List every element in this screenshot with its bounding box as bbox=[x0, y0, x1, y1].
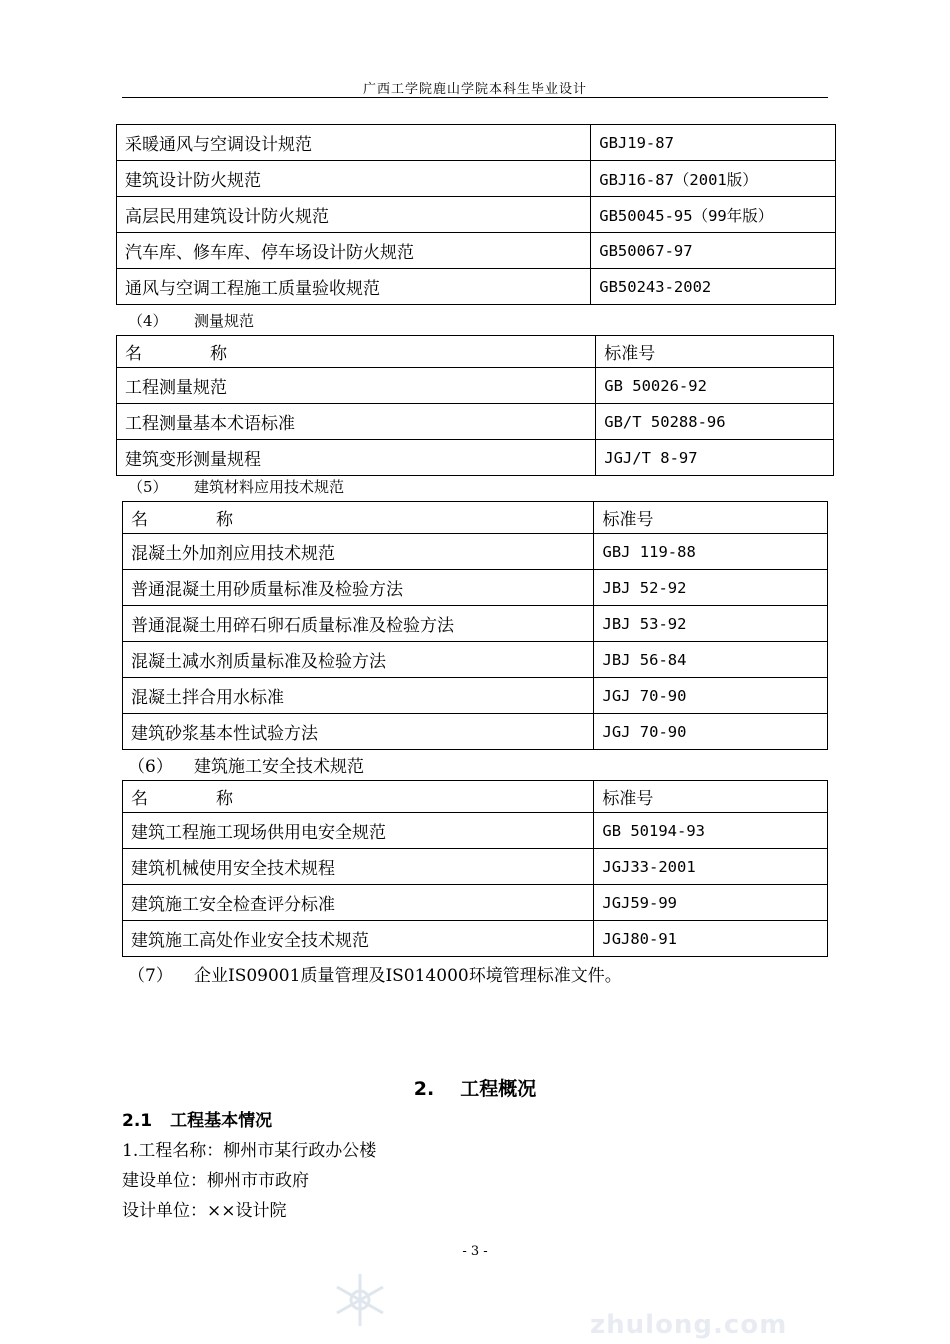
section-2-1-title bbox=[122, 1106, 272, 1131]
standard-name: 建筑施工高处作业安全技术规范 bbox=[123, 921, 594, 957]
standard-code: JBJ 52-92 bbox=[594, 570, 828, 606]
watermark-text: zhulong.com bbox=[590, 1310, 788, 1340]
standard-code: JBJ 53-92 bbox=[594, 606, 828, 642]
section-number: （5） bbox=[128, 478, 168, 496]
section-title: 测量规范 bbox=[194, 312, 255, 330]
table-row bbox=[123, 813, 828, 849]
table-row bbox=[123, 570, 828, 606]
column-header-name: 名 称 bbox=[123, 781, 594, 813]
standard-name: 通风与空调工程施工质量验收规范 bbox=[117, 269, 591, 305]
table-row bbox=[117, 404, 834, 440]
table-row bbox=[123, 678, 828, 714]
section-number: （6） bbox=[128, 757, 173, 777]
section-number: （4） bbox=[128, 312, 168, 330]
table-row bbox=[123, 534, 828, 570]
table-safety-standards bbox=[122, 780, 828, 957]
standard-name: 普通混凝土用砂质量标准及检验方法 bbox=[123, 570, 594, 606]
column-header-code: 标准号 bbox=[596, 336, 834, 368]
standard-code: JGJ/T 8-97 bbox=[596, 440, 834, 476]
column-header-name: 名 称 bbox=[117, 336, 596, 368]
column-header-code: 标准号 bbox=[594, 781, 828, 813]
section-5-heading bbox=[128, 476, 344, 497]
table-header-row bbox=[123, 502, 828, 534]
table-row bbox=[117, 269, 836, 305]
table-row bbox=[123, 921, 828, 957]
standard-name: 采暖通风与空调设计规范 bbox=[117, 125, 591, 161]
table-material-standards bbox=[122, 501, 828, 750]
table-row bbox=[117, 125, 836, 161]
table-header-row bbox=[117, 336, 834, 368]
standard-name: 高层民用建筑设计防火规范 bbox=[117, 197, 591, 233]
standard-code: GBJ19-87 bbox=[591, 125, 836, 161]
standard-name: 建筑施工安全检查评分标准 bbox=[123, 885, 594, 921]
standard-name: 建筑变形测量规程 bbox=[117, 440, 596, 476]
section-title: 建筑材料应用技术规范 bbox=[194, 478, 345, 496]
standard-code: JGJ 70-90 bbox=[594, 678, 828, 714]
header-rule bbox=[122, 97, 828, 98]
standard-name: 工程测量基本术语标准 bbox=[117, 404, 596, 440]
section-7-heading bbox=[128, 961, 622, 986]
section-number: 2.1 bbox=[122, 1111, 153, 1131]
standard-code: GB 50194-93 bbox=[594, 813, 828, 849]
table-row bbox=[123, 606, 828, 642]
standard-name: 建筑设计防火规范 bbox=[117, 161, 591, 197]
standard-name: 混凝土减水剂质量标准及检验方法 bbox=[123, 642, 594, 678]
table-row bbox=[117, 233, 836, 269]
section-4-heading bbox=[128, 310, 254, 331]
table-hvac-fire-standards bbox=[116, 124, 836, 305]
column-header-code: 标准号 bbox=[594, 502, 828, 534]
owner-line: 建设单位：柳州市市政府 bbox=[122, 1171, 309, 1191]
chapter-title-text: 工程概况 bbox=[460, 1078, 537, 1100]
standard-code: GB/T 50288-96 bbox=[596, 404, 834, 440]
section-6-heading bbox=[128, 752, 364, 777]
table-row bbox=[123, 849, 828, 885]
standard-name: 工程测量规范 bbox=[117, 368, 596, 404]
standard-code: JGJ59-99 bbox=[594, 885, 828, 921]
standard-name: 混凝土外加剂应用技术规范 bbox=[123, 534, 594, 570]
standard-code: GB50067-97 bbox=[591, 233, 836, 269]
chapter-number: 2. bbox=[413, 1078, 435, 1100]
standard-code: GBJ 119-88 bbox=[594, 534, 828, 570]
table-row bbox=[117, 368, 834, 404]
page-number: - 3 - bbox=[462, 1244, 488, 1259]
standard-code: GB50243-2002 bbox=[591, 269, 836, 305]
column-header-name: 名 称 bbox=[123, 502, 594, 534]
designer-line: 设计单位：××设计院 bbox=[122, 1201, 287, 1221]
standard-code: JGJ80-91 bbox=[594, 921, 828, 957]
chapter-title bbox=[0, 1074, 950, 1101]
standard-code: JGJ33-2001 bbox=[594, 849, 828, 885]
standard-code: GB50045-95（99年版） bbox=[591, 197, 836, 233]
section-title-text: 工程基本情况 bbox=[170, 1111, 273, 1131]
project-name-line: 1.工程名称：柳州市某行政办公楼 bbox=[122, 1141, 377, 1161]
standard-name: 建筑砂浆基本性试验方法 bbox=[123, 714, 594, 750]
standard-code: JBJ 56-84 bbox=[594, 642, 828, 678]
standard-code: GB 50026-92 bbox=[596, 368, 834, 404]
table-row bbox=[117, 440, 834, 476]
section-title: 企业IS09001质量管理及IS014000环境管理标准文件。 bbox=[194, 966, 622, 986]
watermark-snowflake-icon bbox=[330, 1270, 390, 1330]
table-row bbox=[123, 714, 828, 750]
table-row bbox=[123, 642, 828, 678]
standard-name: 汽车库、修车库、停车场设计防火规范 bbox=[117, 233, 591, 269]
table-header-row bbox=[123, 781, 828, 813]
standard-code: JGJ 70-90 bbox=[594, 714, 828, 750]
standard-name: 混凝土拌合用水标准 bbox=[123, 678, 594, 714]
table-row bbox=[123, 885, 828, 921]
standard-name: 建筑机械使用安全技术规程 bbox=[123, 849, 594, 885]
standard-name: 普通混凝土用碎石卵石质量标准及检验方法 bbox=[123, 606, 594, 642]
standard-name: 建筑工程施工现场供用电安全规范 bbox=[123, 813, 594, 849]
running-header: 广西工学院鹿山学院本科生毕业设计 bbox=[362, 82, 587, 97]
section-number: （7） bbox=[128, 966, 173, 986]
table-survey-standards bbox=[116, 335, 834, 476]
table-row bbox=[117, 197, 836, 233]
table-row bbox=[117, 161, 836, 197]
section-title: 建筑施工安全技术规范 bbox=[194, 757, 364, 777]
standard-code: GBJ16-87（2001版） bbox=[591, 161, 836, 197]
